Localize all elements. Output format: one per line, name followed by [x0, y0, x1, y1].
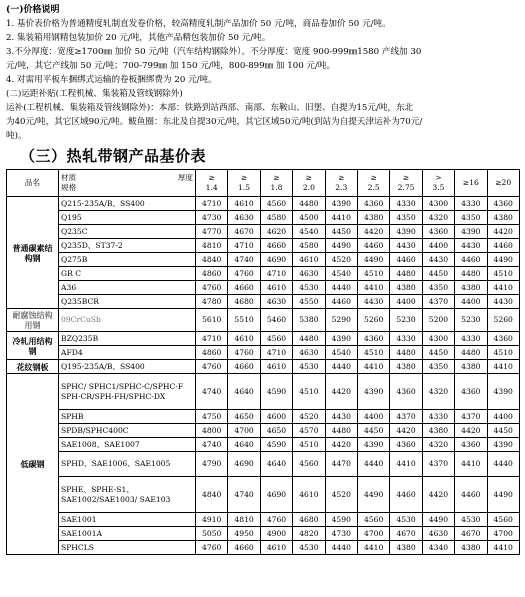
price-cell: 4670 [390, 527, 422, 541]
price-cell: 4500 [293, 211, 325, 225]
header-product-name: 品名 [7, 170, 59, 197]
price-cell: 4780 [196, 295, 228, 309]
price-cell: 4510 [293, 438, 325, 452]
price-cell: 4430 [455, 239, 487, 253]
price-cell: 4630 [260, 295, 292, 309]
price-cell: 4440 [357, 452, 389, 477]
price-cell: 4950 [228, 527, 260, 541]
price-cell: 4380 [357, 211, 389, 225]
price-cell: 4710 [196, 197, 228, 211]
price-cell: 4380 [455, 360, 487, 374]
price-cell: 4380 [455, 281, 487, 295]
price-cell: 4610 [228, 197, 260, 211]
price-cell: 4420 [325, 438, 357, 452]
material-spec: BZQ235B [59, 332, 196, 346]
price-cell: 4330 [422, 410, 454, 424]
price-cell: 4490 [357, 253, 389, 267]
price-cell: 4560 [260, 197, 292, 211]
product-category: 花纹钢板 [7, 360, 59, 374]
price-cell: 4700 [228, 424, 260, 438]
material-spec: SPHB [59, 410, 196, 424]
header-thickness: ≥ 1.8 [260, 170, 292, 197]
material-spec: AFD4 [59, 346, 196, 360]
price-cell: 4450 [357, 424, 389, 438]
price-cell: 4540 [325, 346, 357, 360]
price-cell: 4490 [325, 239, 357, 253]
price-cell: 4710 [196, 332, 228, 346]
price-cell: 5380 [293, 309, 325, 332]
material-spec: SPHC/ SPHC1/SPHC-C/SPHC-F SPH-CR/SPH-FH/SPHC-DX [59, 374, 196, 410]
product-category: 耐腐蚀结构用钢 [7, 309, 59, 332]
price-cell: 4510 [357, 267, 389, 281]
price-cell: 4690 [228, 452, 260, 477]
header-thickness: ≥16 [455, 170, 487, 197]
price-cell: 4480 [390, 346, 422, 360]
table-row [7, 438, 520, 452]
price-cell: 4910 [196, 513, 228, 527]
price-cell: 4710 [260, 267, 292, 281]
price-cell: 4660 [228, 541, 260, 555]
price-cell: 4440 [487, 452, 519, 477]
price-cell: 4390 [325, 197, 357, 211]
price-cell: 4460 [487, 239, 519, 253]
price-cell: 4840 [196, 477, 228, 513]
price-cell: 4460 [455, 477, 487, 513]
table-row [7, 225, 520, 239]
material-spec: SAE1001 [59, 513, 196, 527]
price-cell: 4900 [260, 527, 292, 541]
product-category: 低碳钢 [7, 374, 59, 555]
price-cell: 4620 [260, 225, 292, 239]
price-cell: 4560 [293, 452, 325, 477]
price-cell: 4740 [196, 438, 228, 452]
price-cell: 4710 [260, 346, 292, 360]
price-cell: 4410 [390, 452, 422, 477]
note-line: 运补(工程机械、集装箱及管线钢除外)：本部：铁路到站西部、南部、东鞍山、旧堡、自提为15元/吨，东北 [6, 103, 414, 113]
price-cell: 4380 [422, 424, 454, 438]
price-cell: 4380 [390, 360, 422, 374]
price-cell: 4530 [455, 513, 487, 527]
table-row [7, 295, 520, 309]
price-cell: 5510 [228, 309, 260, 332]
price-cell: 5260 [487, 309, 519, 332]
price-cell: 4640 [228, 438, 260, 452]
table-row [7, 452, 520, 477]
price-cell: 4320 [422, 438, 454, 452]
price-cell: 4630 [293, 267, 325, 281]
note-line: 3.不分厚度：宽度≥1700㎜ 加价 50 元/吨（汽车结构钢除外）。不分厚度：宽度 900-999㎜1580 产线加 30 [6, 47, 422, 57]
price-cell: 4320 [422, 211, 454, 225]
price-cell: 4740 [228, 253, 260, 267]
table-row [7, 239, 520, 253]
price-cell: 4650 [260, 424, 292, 438]
price-cell: 4690 [260, 477, 292, 513]
price-cell: 4430 [422, 253, 454, 267]
price-cell: 4840 [196, 253, 228, 267]
price-cell: 4360 [357, 332, 389, 346]
price-cell: 4460 [390, 253, 422, 267]
price-cell: 4660 [228, 360, 260, 374]
table-row [7, 410, 520, 424]
price-cell: 4360 [487, 332, 519, 346]
table-body [7, 197, 520, 555]
material-spec: Q195-235A/B、SS400 [59, 360, 196, 374]
price-cell: 4390 [487, 374, 519, 410]
material-spec: SPDB/SPHC400C [59, 424, 196, 438]
price-cell: 4330 [390, 197, 422, 211]
price-cell: 4520 [293, 410, 325, 424]
price-cell: 4460 [455, 253, 487, 267]
price-cell: 4480 [293, 197, 325, 211]
table-row [7, 513, 520, 527]
price-cell: 4410 [325, 211, 357, 225]
header-thickness: ≥ 2.5 [357, 170, 389, 197]
price-cell: 4460 [357, 239, 389, 253]
price-cell: 4320 [422, 374, 454, 410]
price-cell: 4730 [325, 527, 357, 541]
note-line: 2. 集装箱用钢精包装加价 20 元/吨，其他产品精包装加价 50 元/吨。 [6, 33, 271, 43]
price-cell: 4530 [293, 360, 325, 374]
price-cell: 4300 [422, 332, 454, 346]
price-cell: 4390 [390, 225, 422, 239]
price-cell: 4590 [325, 513, 357, 527]
table-row [7, 360, 520, 374]
price-cell: 4560 [487, 513, 519, 527]
price-cell: 4370 [422, 295, 454, 309]
price-cell: 4510 [487, 267, 519, 281]
header-thickness: ≥ 2.0 [293, 170, 325, 197]
price-cell: 4640 [228, 374, 260, 410]
price-cell: 4380 [487, 211, 519, 225]
price-cell: 4450 [422, 267, 454, 281]
price-cell: 4610 [293, 253, 325, 267]
price-cell: 4330 [455, 332, 487, 346]
price-cell: 4770 [196, 225, 228, 239]
material-spec: SPHE、SPHE-S1、 SAE1002/SAE1003/ SAE103 [59, 477, 196, 513]
price-cell: 4660 [260, 239, 292, 253]
note-line: 1. 基价表价格为普通精度轧制直发卷价格，较高精度轧制产品加价 50 元/吨，商品卷加价 50 元/吨。 [6, 19, 391, 29]
table-row [7, 424, 520, 438]
material-spec: SPHCLS [59, 541, 196, 555]
price-cell: 4370 [422, 452, 454, 477]
price-cell: 4360 [390, 374, 422, 410]
price-cell: 4390 [455, 225, 487, 239]
price-cell: 4760 [228, 346, 260, 360]
table-row [7, 211, 520, 225]
price-cell: 4360 [487, 197, 519, 211]
price-cell: 4860 [196, 267, 228, 281]
price-cell: 4400 [422, 239, 454, 253]
material-spec: 09CrCuSb [59, 309, 196, 332]
header-thickness: ≥ 1.4 [196, 170, 228, 197]
price-cell: 4530 [293, 281, 325, 295]
price-cell: 4410 [487, 360, 519, 374]
price-cell: 4490 [487, 253, 519, 267]
price-cell: 4430 [487, 295, 519, 309]
price-cell: 4790 [196, 452, 228, 477]
material-spec: Q235C [59, 225, 196, 239]
price-cell: 4510 [487, 346, 519, 360]
price-cell: 4510 [357, 346, 389, 360]
section-heading-price-notes: (一)价格说明 [6, 5, 60, 15]
header-thickness: > 3.5 [422, 170, 454, 197]
price-cell: 4300 [422, 197, 454, 211]
price-cell: 4650 [228, 410, 260, 424]
table-row [7, 267, 520, 281]
price-cell: 4380 [390, 541, 422, 555]
price-cell: 4370 [455, 410, 487, 424]
price-cell: 4540 [293, 225, 325, 239]
price-cell: 5050 [196, 527, 228, 541]
table-row [7, 253, 520, 267]
material-spec: SPHD、SAE1006、SAE1005 [59, 452, 196, 477]
price-cell: 4400 [390, 295, 422, 309]
price-cell: 4390 [357, 438, 389, 452]
note-line: 4. 对需用平板车捆绑式运输的卷板捆绑费为 20 元/吨。 [6, 75, 217, 85]
price-cell: 4610 [228, 332, 260, 346]
price-cell: 4800 [196, 424, 228, 438]
price-cell: 4740 [228, 477, 260, 513]
price-cell: 4700 [357, 527, 389, 541]
price-cell: 4760 [196, 281, 228, 295]
price-cell: 4330 [455, 197, 487, 211]
price-cell: 4540 [325, 267, 357, 281]
price-cell: 4440 [325, 281, 357, 295]
price-cell: 4410 [487, 281, 519, 295]
material-spec: A36 [59, 281, 196, 295]
price-cell: 4390 [325, 332, 357, 346]
note-line: (二)运距补贴(工程机械、集装箱及管线钢除外) [6, 89, 183, 99]
price-cell: 5200 [422, 309, 454, 332]
price-cell: 5230 [390, 309, 422, 332]
material-spec: SAE1008、SAE1007 [59, 438, 196, 452]
price-cell: 4760 [228, 267, 260, 281]
price-cell: 4610 [260, 281, 292, 295]
price-cell: 4670 [455, 527, 487, 541]
price-cell: 4450 [422, 346, 454, 360]
table-header-row [7, 170, 520, 197]
price-cell: 4480 [390, 267, 422, 281]
notes-block [6, 17, 519, 143]
price-cell: 4610 [293, 477, 325, 513]
table-title: （三）热轧带钢产品基价表 [20, 147, 207, 165]
price-cell: 4420 [422, 477, 454, 513]
price-table [6, 169, 520, 555]
material-spec: Q195 [59, 211, 196, 225]
price-cell: 4460 [390, 477, 422, 513]
header-thickness: ≥ 2.75 [390, 170, 422, 197]
price-cell: 4480 [325, 424, 357, 438]
product-category: 冷轧用结构钢 [7, 332, 59, 360]
header-thickness: ≥ 2.3 [325, 170, 357, 197]
material-spec: SAE1001A [59, 527, 196, 541]
price-cell: 4570 [293, 424, 325, 438]
price-cell: 4420 [487, 225, 519, 239]
price-cell: 5230 [455, 309, 487, 332]
material-spec: Q215-235A/B、SS400 [59, 197, 196, 211]
price-cell: 4420 [390, 424, 422, 438]
price-cell: 4590 [260, 374, 292, 410]
price-cell: 5610 [196, 309, 228, 332]
price-cell: 4400 [357, 410, 389, 424]
price-cell: 4580 [260, 211, 292, 225]
price-cell: 5290 [325, 309, 357, 332]
price-cell: 5260 [357, 309, 389, 332]
price-cell: 4430 [390, 239, 422, 253]
price-cell: 4760 [260, 513, 292, 527]
material-spec: Q235BCR [59, 295, 196, 309]
price-cell: 4680 [293, 513, 325, 527]
product-category: 普通碳素结构钢 [7, 197, 59, 309]
material-spec: Q235D、ST37-2 [59, 239, 196, 253]
price-cell: 4410 [357, 541, 389, 555]
price-cell: 4360 [455, 438, 487, 452]
price-cell: 4340 [422, 541, 454, 555]
price-cell: 4390 [487, 438, 519, 452]
price-cell: 4530 [390, 513, 422, 527]
price-cell: 4750 [196, 410, 228, 424]
table-row [7, 527, 520, 541]
header-thickness: ≥ 1.5 [228, 170, 260, 197]
price-cell: 4760 [196, 541, 228, 555]
price-cell: 4470 [325, 452, 357, 477]
note-line: 元/吨，其它产线加 50 元/吨；700-799㎜ 加 150 元/吨，800-899㎜ 加 100 元/吨。 [6, 61, 336, 71]
price-cell: 4360 [422, 225, 454, 239]
price-cell: 4510 [293, 374, 325, 410]
price-cell: 4450 [487, 424, 519, 438]
price-cell: 4760 [196, 360, 228, 374]
price-cell: 4350 [422, 281, 454, 295]
price-cell: 4430 [357, 295, 389, 309]
price-cell: 4450 [325, 225, 357, 239]
price-cell: 4350 [455, 211, 487, 225]
price-cell: 4480 [455, 267, 487, 281]
price-cell: 4360 [390, 438, 422, 452]
price-cell: 4420 [455, 424, 487, 438]
price-cell: 4420 [357, 225, 389, 239]
price-cell: 4680 [228, 295, 260, 309]
price-cell: 4560 [357, 513, 389, 527]
price-cell: 4440 [325, 541, 357, 555]
price-cell: 4480 [293, 332, 325, 346]
table-row [7, 309, 520, 332]
price-cell: 4410 [455, 452, 487, 477]
price-cell: 4630 [228, 211, 260, 225]
price-cell: 4490 [487, 477, 519, 513]
price-cell: 4410 [357, 360, 389, 374]
price-cell: 4350 [390, 211, 422, 225]
price-cell: 4490 [422, 513, 454, 527]
header-material-spec: 材质 厚度 规格 [59, 170, 196, 197]
price-cell: 4670 [228, 225, 260, 239]
price-cell: 4360 [357, 197, 389, 211]
price-cell: 4820 [293, 527, 325, 541]
note-line: 为40元/吨，其它区域90元/吨。鲅鱼圈：东北及自提30元/吨，其它区域50元/吨(到站为自提天津运补为70元/ [6, 117, 423, 127]
price-cell: 4410 [487, 541, 519, 555]
price-cell: 4370 [390, 410, 422, 424]
material-spec: Q275B [59, 253, 196, 267]
price-cell: 4440 [325, 360, 357, 374]
price-cell: 4380 [390, 281, 422, 295]
price-cell: 4530 [293, 541, 325, 555]
price-cell: 4590 [260, 438, 292, 452]
price-cell: 4710 [228, 239, 260, 253]
price-cell: 4740 [196, 374, 228, 410]
table-row [7, 346, 520, 360]
price-cell: 5460 [260, 309, 292, 332]
table-row [7, 541, 520, 555]
price-cell: 4610 [260, 360, 292, 374]
price-cell: 4550 [293, 295, 325, 309]
price-cell: 4410 [357, 281, 389, 295]
price-cell: 4520 [325, 253, 357, 267]
price-cell: 4690 [260, 253, 292, 267]
price-cell: 4640 [260, 452, 292, 477]
price-cell: 4430 [325, 410, 357, 424]
price-cell: 4700 [487, 527, 519, 541]
price-cell: 4400 [455, 295, 487, 309]
price-cell: 4380 [455, 541, 487, 555]
price-cell: 4810 [228, 513, 260, 527]
price-cell: 4480 [455, 346, 487, 360]
price-cell: 4730 [196, 211, 228, 225]
price-cell: 4330 [390, 332, 422, 346]
table-row [7, 374, 520, 410]
price-cell: 4630 [422, 527, 454, 541]
table-row [7, 477, 520, 513]
material-spec: GR C [59, 267, 196, 281]
price-cell: 4520 [325, 477, 357, 513]
price-cell: 4350 [422, 360, 454, 374]
note-line: 吨)。 [6, 131, 27, 141]
price-cell: 4390 [357, 374, 389, 410]
price-cell: 4560 [260, 332, 292, 346]
header-thickness: ≥20 [487, 170, 519, 197]
price-cell: 4630 [293, 346, 325, 360]
price-cell: 4810 [196, 239, 228, 253]
price-cell: 4360 [455, 374, 487, 410]
price-cell: 4610 [260, 541, 292, 555]
price-cell: 4600 [260, 410, 292, 424]
price-cell: 4860 [196, 346, 228, 360]
table-row [7, 197, 520, 211]
table-row [7, 281, 520, 295]
price-cell: 4400 [487, 410, 519, 424]
price-cell: 4460 [325, 295, 357, 309]
table-row [7, 332, 520, 346]
price-cell: 4660 [228, 281, 260, 295]
price-cell: 4580 [293, 239, 325, 253]
price-cell: 4490 [357, 477, 389, 513]
price-cell: 4420 [325, 374, 357, 410]
